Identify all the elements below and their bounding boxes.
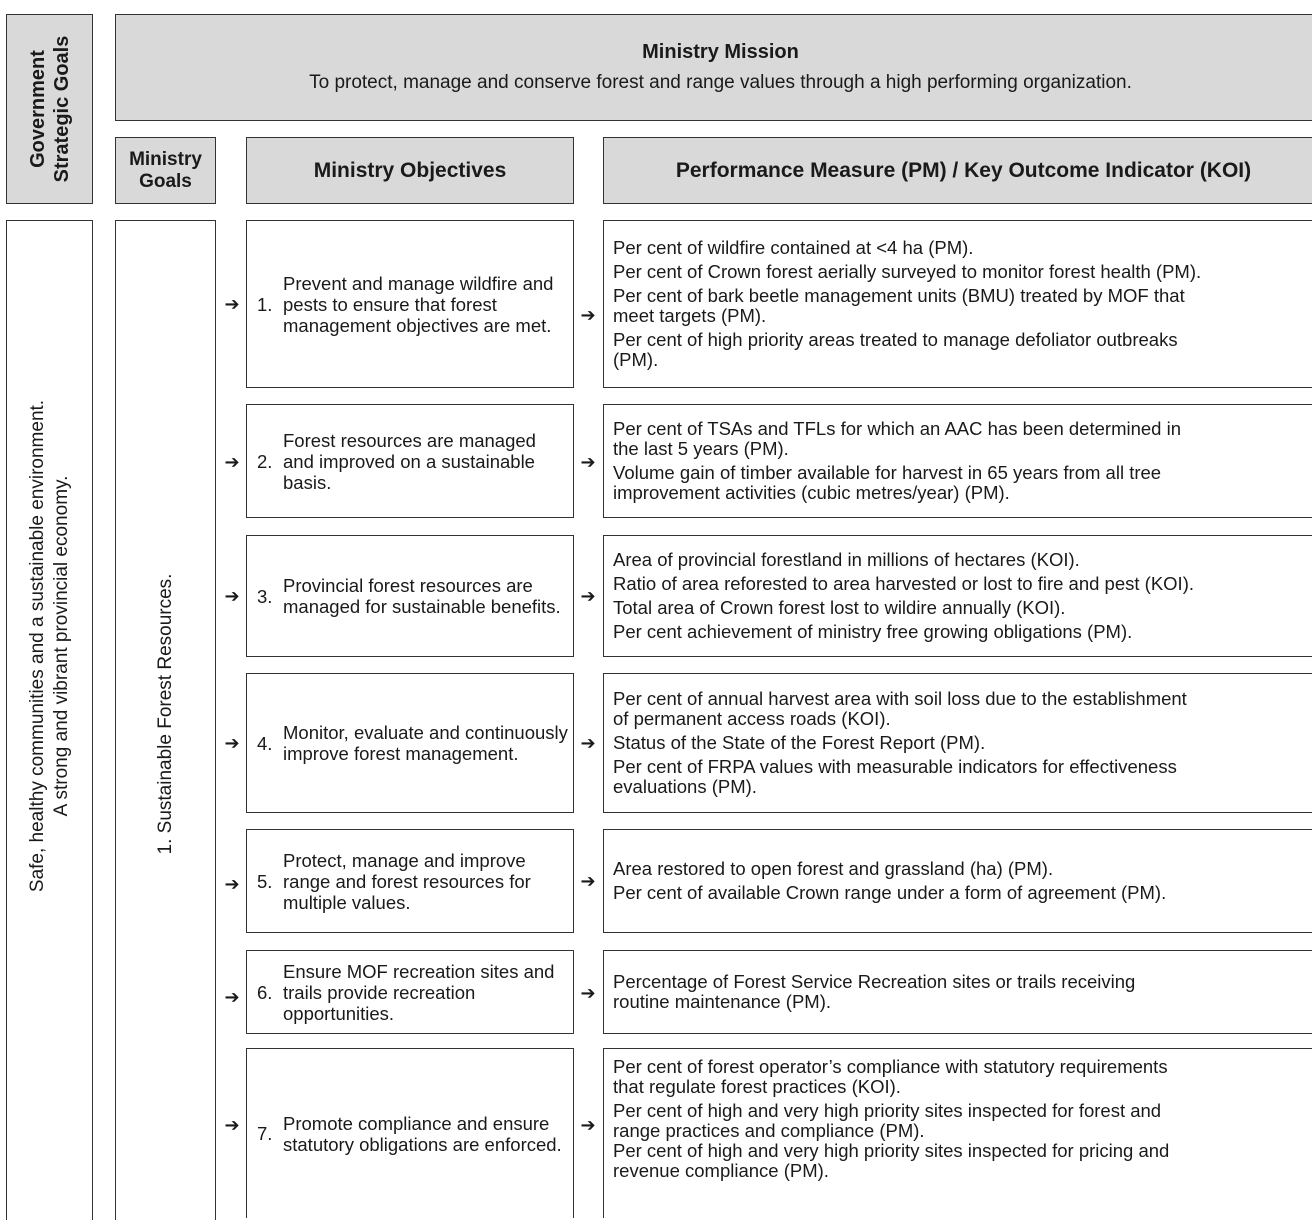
- measure-line: Per cent of high and very high priority sites inspected for forest and: [613, 1100, 1162, 1121]
- measure-line: Area of provincial forestland in millions of hectares (KOI).: [613, 549, 1080, 570]
- measure-line: Per cent of high and very high priority sites inspected for pricing and: [613, 1140, 1170, 1161]
- arrow-objective-to-measure-3: ➔: [580, 586, 596, 606]
- measure-line: Per cent of FRPA values with measurable indicators for effectiveness: [613, 756, 1177, 777]
- government-goals-text: [26, 400, 74, 892]
- government-goals-body: [6, 220, 93, 1220]
- goal-safe-communities: Safe, healthy communities and a sustainable environment.: [26, 399, 48, 893]
- measures-5: [603, 829, 1312, 933]
- arrow-goal-to-objective-2: ➔: [224, 452, 240, 472]
- government-goals-title: Government Strategic Goals: [26, 35, 73, 183]
- objective-6: 6. Ensure MOF recreation sites and trails provide recreation opportunities.: [246, 950, 574, 1034]
- measure-line: Per cent of annual harvest area with soil loss due to the establishment: [613, 688, 1187, 709]
- arrow-goal-to-objective-5: ➔: [224, 874, 240, 894]
- measure-line: Per cent of TSAs and TFLs for which an AAC has been determined in: [613, 418, 1181, 439]
- measure-line: evaluations (PM).: [613, 776, 757, 797]
- measures-7: [603, 1048, 1312, 1218]
- measure-line: Area restored to open forest and grassland (ha) (PM).: [613, 858, 1054, 879]
- arrow-objective-to-measure-5: ➔: [580, 871, 596, 891]
- measure-line: routine maintenance (PM).: [613, 991, 831, 1012]
- ministry-goal-sustainable-forest: 1. Sustainable Forest Resources.: [154, 573, 176, 855]
- measure-line: Status of the State of the Forest Report (PM).: [613, 732, 986, 753]
- arrow-goal-to-objective-7: ➔: [224, 1115, 240, 1135]
- performance-measure-header: Performance Measure (PM) / Key Outcome Indicator (KOI): [603, 137, 1312, 204]
- arrow-goal-to-objective-3: ➔: [224, 586, 240, 606]
- measure-line: Percentage of Forest Service Recreation sites or trails receiving: [613, 971, 1136, 992]
- objective-2: 2. Forest resources are managed and improved on a sustainable basis.: [246, 404, 574, 518]
- measure-line: Per cent of high priority areas treated to manage defoliator outbreaks: [613, 329, 1178, 350]
- measure-line: Per cent achievement of ministry free growing obligations (PM).: [613, 621, 1133, 642]
- measures-1: [603, 220, 1312, 388]
- arrow-goal-to-objective-1: ➔: [224, 294, 240, 314]
- measures-2: [603, 404, 1312, 518]
- measure-line: Per cent of wildfire contained at <4 ha (PM).: [613, 237, 974, 258]
- measure-line: Per cent of Crown forest aerially surveyed to monitor forest health (PM).: [613, 261, 1202, 282]
- arrow-objective-to-measure-4: ➔: [580, 733, 596, 753]
- arrow-goal-to-objective-6: ➔: [224, 987, 240, 1007]
- measure-line: Total area of Crown forest lost to wildire annually (KOI).: [613, 597, 1066, 618]
- measures-6: [603, 950, 1312, 1034]
- measure-line: improvement activities (cubic metres/year) (PM).: [613, 482, 1010, 503]
- measure-line: revenue compliance (PM).: [613, 1160, 829, 1181]
- objective-1: 1. Prevent and manage wildfire and pests to ensure that forest management objectives are met.: [246, 220, 574, 388]
- measure-line: Volume gain of timber available for harvest in 65 years from all tree: [613, 462, 1162, 483]
- measure-line: of permanent access roads (KOI).: [613, 708, 891, 729]
- arrow-objective-to-measure-6: ➔: [580, 983, 596, 1003]
- arrow-objective-to-measure-2: ➔: [580, 452, 596, 472]
- measure-line: range practices and compliance (PM).: [613, 1120, 925, 1141]
- ministry-goal-body: [115, 220, 216, 1220]
- measure-line: Per cent of forest operator’s compliance with statutory requirements: [613, 1056, 1168, 1077]
- measures-4: [603, 673, 1312, 813]
- measure-line: Per cent of available Crown range under a form of agreement (PM).: [613, 882, 1167, 903]
- measure-line: the last 5 years (PM).: [613, 438, 789, 459]
- measure-line: Per cent of bark beetle management units (BMU) treated by MOF that: [613, 285, 1185, 306]
- measure-line: meet targets (PM).: [613, 305, 767, 326]
- measure-line: that regulate forest practices (KOI).: [613, 1076, 901, 1097]
- ministry-goals-header: Ministry Goals: [115, 137, 216, 204]
- measure-line: Ratio of area reforested to area harvested or lost to fire and pest (KOI).: [613, 573, 1194, 594]
- arrow-objective-to-measure-1: ➔: [580, 305, 596, 325]
- arrow-objective-to-measure-7: ➔: [580, 1115, 596, 1135]
- objective-4: 4. Monitor, evaluate and continuously improve forest management.: [246, 673, 574, 813]
- measure-line: (PM).: [613, 349, 659, 370]
- mission-text: To protect, manage and conserve forest and range values through a high performing organization.: [309, 72, 1132, 93]
- ministry-mission-banner: [115, 14, 1312, 121]
- objective-7: 7. Promote compliance and ensure statutory obligations are enforced.: [246, 1048, 574, 1218]
- objective-3: 3. Provincial forest resources are managed for sustainable benefits.: [246, 535, 574, 657]
- measures-3: [603, 535, 1312, 657]
- government-goals-header: [6, 14, 93, 204]
- ministry-objectives-header: Ministry Objectives: [246, 137, 574, 204]
- mission-title: Ministry Mission: [642, 41, 799, 63]
- arrow-goal-to-objective-4: ➔: [224, 733, 240, 753]
- objective-5: 5. Protect, manage and improve range and forest resources for multiple values.: [246, 829, 574, 933]
- goal-strong-economy: A strong and vibrant provincial economy.: [50, 475, 72, 817]
